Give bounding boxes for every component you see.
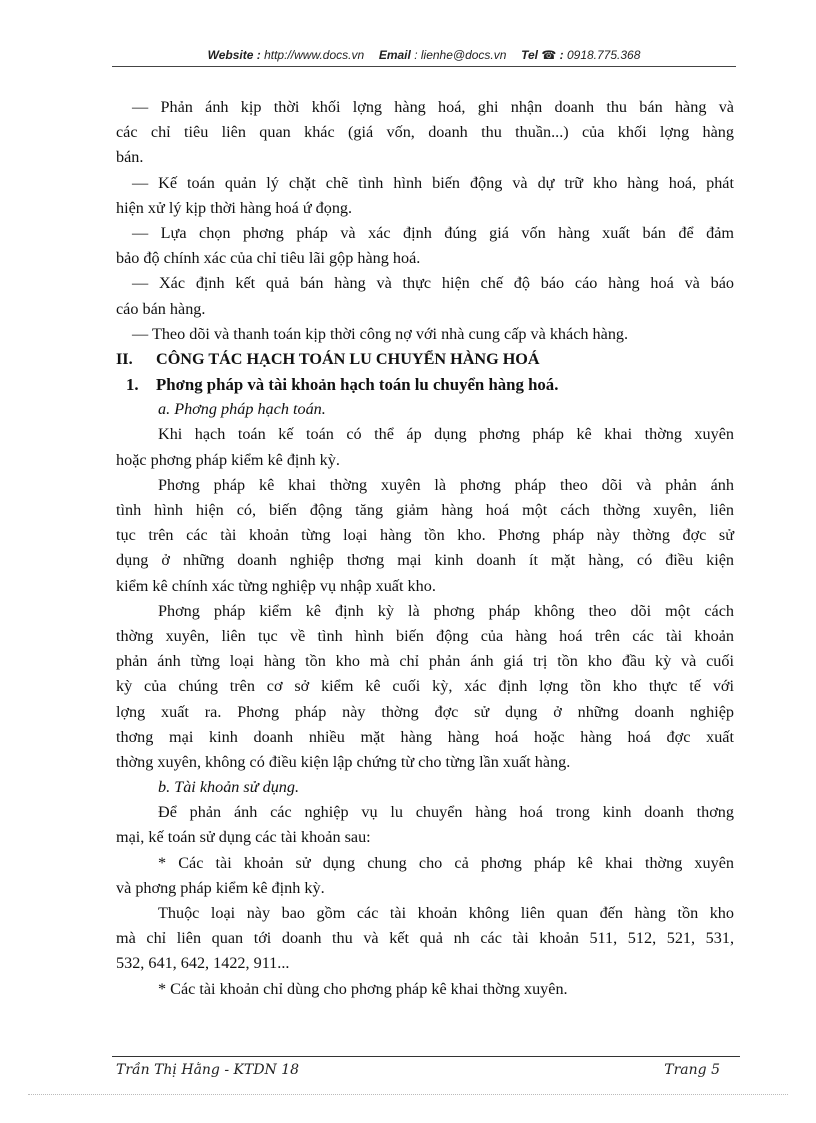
section-heading-1 xyxy=(116,372,734,397)
text-line: hoặc phơng pháp kiểm kê định kỳ. xyxy=(116,450,340,469)
section-heading-ii xyxy=(116,347,734,372)
text-line: bán. xyxy=(116,148,144,167)
document-body xyxy=(116,95,734,1002)
text-line: và phơng pháp kiểm kê định kỳ. xyxy=(116,878,325,897)
subheading-a: a. Phơng pháp hạch toán. xyxy=(158,400,326,419)
page-footer xyxy=(116,1062,720,1078)
text-line: bảo độ chính xác của chỉ tiêu lãi gộp hàng hoá. xyxy=(116,249,421,268)
text-line: cáo bán hàng. xyxy=(116,299,206,318)
section-number: II. xyxy=(116,349,133,368)
text-line: lợng xuất ra. Phơng pháp này thờng đợc sử dụng ở những doanh nghiệp xyxy=(116,702,734,721)
page-number: Trang 5 xyxy=(664,1062,720,1078)
text-line: tình hình hiện có, biến động tăng giảm hàng hoá một cách thờng xuyên, liên xyxy=(116,501,734,519)
text-line: Phơng pháp kê khai thờng xuyên là phơng pháp theo dõi và phản ánh xyxy=(158,475,734,494)
page-header xyxy=(112,48,736,62)
text-line: mà chỉ liên quan tới doanh thu và kết quả nh các tài khoản 511, 512, 521, 531, xyxy=(116,929,734,948)
website-url[interactable]: http://www.docs.vn xyxy=(264,48,365,62)
footer-author: Trần Thị Hằng - KTDN 18 xyxy=(116,1062,300,1078)
tel-label: Tel ☎ : xyxy=(521,48,564,62)
section-number: 1. xyxy=(126,375,139,395)
text-line: Khi hạch toán kế toán có thể áp dụng phơng pháp kê khai thờng xuyên xyxy=(158,425,734,444)
text-line: Phơng pháp kiểm kê định kỳ là phơng pháp không theo dõi một cách xyxy=(158,601,734,620)
text-line: phản ánh từng loại hàng tồn kho mà chỉ phản ánh giá trị tồn kho đầu kỳ và cuối xyxy=(116,652,734,671)
header-divider xyxy=(112,66,736,67)
text-line: * Các tài khoản chỉ dùng cho phơng pháp kê khai thờng xuyên. xyxy=(158,979,568,998)
section-title: CÔNG TÁC HẠCH TOÁN LU CHUYỂN HÀNG HOÁ xyxy=(156,349,540,368)
text-line: các chỉ tiêu liên quan khác (giá vốn, doanh thu thuần...) của khối lợng hàng xyxy=(116,123,734,142)
text-line: kiểm kê chính xác từng nghiệp vụ nhập xuất kho. xyxy=(116,576,436,595)
text-line: kỳ của chúng trên cơ sở kiểm kê cuối kỳ, xác định lợng tồn kho thực tế với xyxy=(116,677,734,696)
text-line: — Phản ánh kịp thời khối lợng hàng hoá, ghi nhận doanh thu bán hàng và xyxy=(132,98,734,116)
text-line: Thuộc loại này bao gồm các tài khoản không liên quan đến hàng tồn kho xyxy=(158,904,734,922)
footer-divider xyxy=(112,1056,740,1057)
text-line: — Theo dõi và thanh toán kịp thời công nợ với nhà cung cấp và khách hàng. xyxy=(132,324,629,343)
text-line: mại, kế toán sử dụng các tài khoản sau: xyxy=(116,828,371,847)
text-line: dụng ở những doanh nghiệp thơng mại kinh doanh ít mặt hàng, có điều kiện xyxy=(116,551,734,570)
text-line: tục trên các tài khoản từng loại hàng tồn kho. Phơng pháp này thờng đợc sử xyxy=(116,526,734,545)
text-line: thờng xuyên, không có điều kiện lập chứng từ cho từng lần xuất hàng. xyxy=(116,752,571,771)
section-title: Phơng pháp và tài khoản hạch toán lu chuyển hàng hoá. xyxy=(156,375,559,395)
text-line: thờng xuyên, liên tục về tình hình biến động của hàng hoá trên các tài khoản xyxy=(116,626,734,645)
text-line: — Xác định kết quả bán hàng và thực hiện chế độ báo cáo hàng hoá và báo xyxy=(132,274,734,293)
text-line: thơng mại kinh doanh nhiều mặt hàng hàng hoá hoặc hàng hoá đợc xuất xyxy=(116,727,734,746)
text-line: * Các tài khoản sử dụng chung cho cả phơng pháp kê khai thờng xuyên xyxy=(158,853,734,872)
email-address[interactable]: : lienhe@docs.vn xyxy=(414,48,507,62)
text-line: Để phản ánh các nghiệp vụ lu chuyển hàng hoá trong kinh doanh thơng xyxy=(158,803,734,822)
text-line: 532, 641, 642, 1422, 911... xyxy=(116,954,290,973)
email-label: Email xyxy=(378,48,411,62)
text-line: hiện xử lý kịp thời hàng hoá ứ đọng. xyxy=(116,198,353,217)
website-label: Website : xyxy=(207,48,261,62)
subheading-b: b. Tài khoản sử dụng. xyxy=(158,778,300,797)
text-line: — Kế toán quản lý chặt chẽ tình hình biến động và dự trữ kho hàng hoá, phát xyxy=(132,173,734,192)
tel-number: 0918.775.368 xyxy=(566,48,641,62)
page-bottom-dotted-rule xyxy=(28,1094,788,1095)
text-line: — Lựa chọn phơng pháp và xác định đúng giá vốn hàng xuất bán để đảm xyxy=(132,223,734,242)
